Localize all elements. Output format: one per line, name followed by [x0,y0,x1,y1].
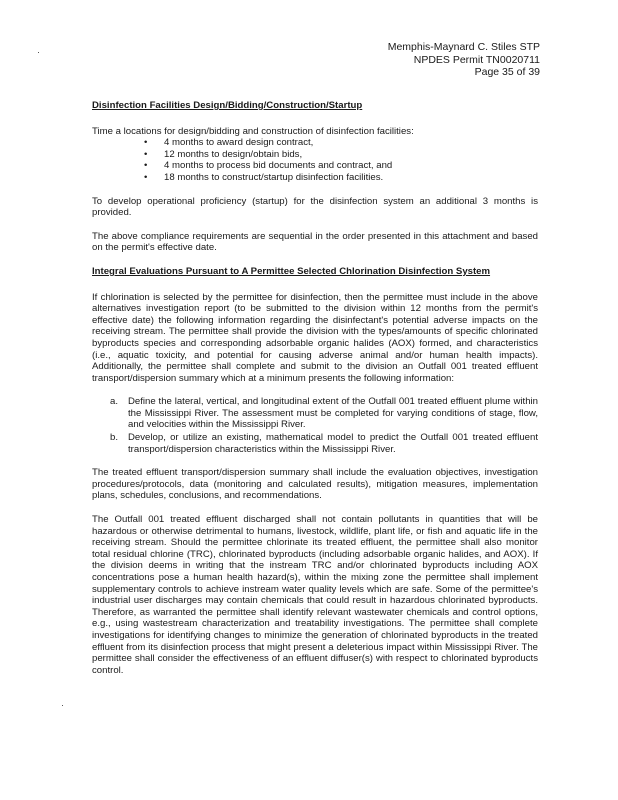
summary-paragraph: The treated effluent transport/dispersion summary shall include the evaluation objectives, investigation procedures/protocols, data (monitoring and calculated results), mitigation measures, implementation plans, schedules, conclusions, and recommendations. [92,467,538,502]
list-item: • 4 months to process bid documents and contract, and [144,160,538,172]
document-body [92,100,538,688]
list-marker: a. [110,396,119,408]
page-number: Page 35 of 39 [474,66,540,78]
scan-speck [62,705,63,706]
sequential-paragraph: The above compliance requirements are sequential in the order presented in this attachment and based on the permit's effective date. [92,230,538,254]
list-item [110,432,538,455]
list-item-text: Develop, or utilize an existing, mathematical model to predict the Outfall 001 treated effluent transport/dispersion characteristics within the Mississippi River. [128,432,538,455]
list-item: • 18 months to construct/startup disinfection facilities. [144,172,538,184]
scan-speck [38,52,39,53]
list-item: • 4 months to award design contract, [144,137,538,149]
list-item: • 12 months to design/obtain bids, [144,149,538,161]
outfall-paragraph: The Outfall 001 treated effluent discharged shall not contain pollutants in quantities that will be hazardous or otherwise detrimental to humans, livestock, wildlife, plant life, or fish and aquatic life in the receiving stream. Should the permittee chlorinate its treated effluent, the permittee shall also monitor total residual chlorine (TRC), chlorinated byproducts (including adsorbable organic halides, and AOX). If the division deems in writing that the instream TRC and/or chlorinated byproducts including AOX concentrations pose a human health hazard(s), within the mixing zone the permittee shall implement supplementary controls to achieve instream water quality levels which are safe. Some of the permittee's industrial user discharges may contain chemicals that could result in hazardous chlorinated byproducts. Therefore, as warranted the permittee shall identify relevant wastewater chemicals and control options, e.g., using wastestream characterization and treatability investigations. The permittee shall complete investigations for identifying changes to minimize the generation of chlorinated byproducts in the treated effluent from its disinfection process that might present a deleterious impact within Mississippi River. The permittee shall consider the effectiveness of an effluent diffuser(s) with respect to chlorinated byproducts control. [92,514,538,676]
timeline-list [144,137,538,183]
startup-paragraph: To develop operational proficiency (startup) for the disinfection system an additional 3 months is provided. [92,195,538,219]
list-marker: b. [110,432,119,444]
list-item-text: Define the lateral, vertical, and longitudinal extent of the Outfall 001 treated effluent plume within the Mississippi River. The assessment must be completed for varying conditions of stage, flow, and velocities within the Mississippi River. [128,396,538,431]
section-heading-integral-evaluations: Integral Evaluations Pursuant to A Permittee Selected Chlorination Disinfection System [92,265,491,277]
page-header [388,41,540,79]
timeline-intro: Time a locations for design/bidding and construction of disinfection facilities: [92,125,414,137]
list-item [110,396,538,431]
permit-number: NPDES Permit TN0020711 [413,53,540,66]
facility-name: Memphis-Maynard C. Stiles STP [387,41,540,53]
section-heading-disinfection-facilities: Disinfection Facilities Design/Bidding/Construction/Startup [92,100,363,111]
chlorination-paragraph: If chlorination is selected by the permittee for disinfection, then the permittee must include in the above alternatives investigation report (to be submitted to the division within 12 months from the permit's effective date) the following information regarding the disinfectant's potential adverse impacts on the receiving stream. The permittee shall provide the division with the types/amounts of specific chlorinated byproducts species and corresponding adsorbable organic halides (AOX) formed, and characteristics (i.e., aquatic toxicity, and potential for causing adverse animal and/or human health impacts). Additionally, the permittee shall complete and submit to the division an Outfall 001 treated effluent transport/dispersion summary which at a minimum presents the following information: [92,291,538,384]
requirements-list [110,396,538,455]
